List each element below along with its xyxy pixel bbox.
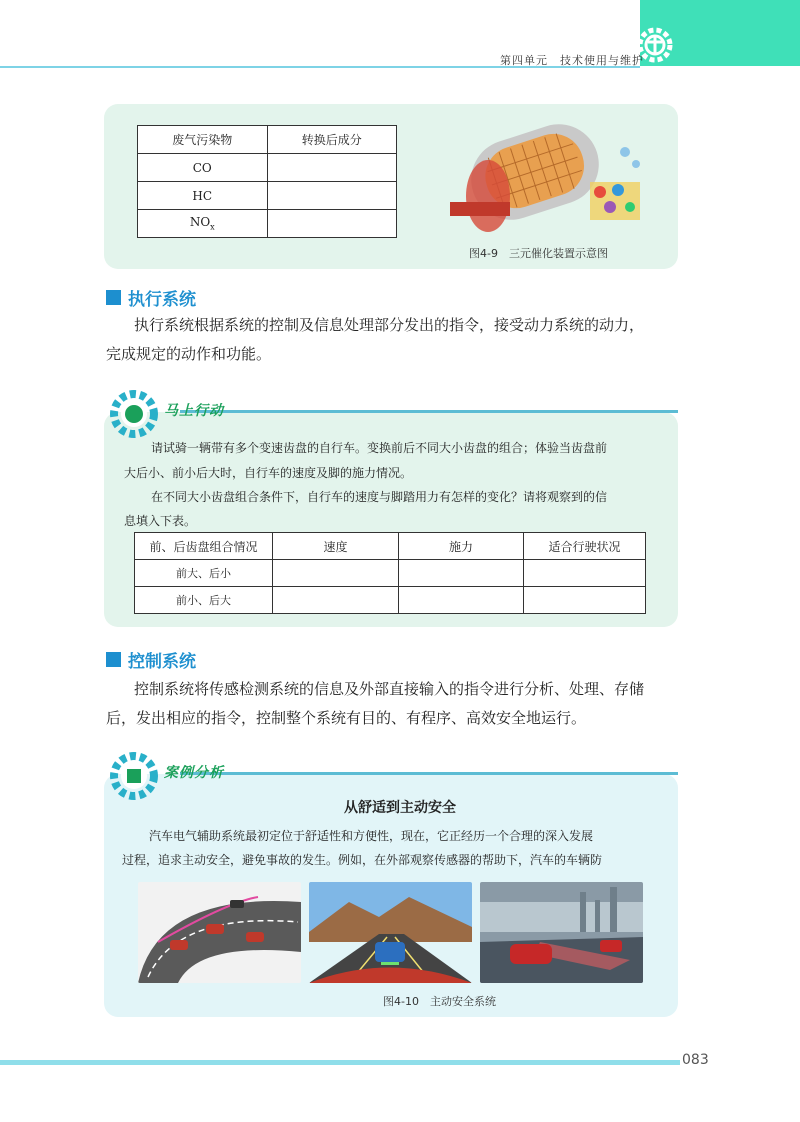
paragraph-line: 执行系统根据系统的控制及信息处理部分发出的指令，接受动力系统的动力， [134,316,645,334]
case-title: 从舒适到主动安全 [344,800,456,816]
table-cell [524,560,646,587]
table-header: 前、后齿盘组合情况 [135,533,273,560]
gear-logo-icon [632,22,678,68]
paragraph-line: 后，发出相应的指令，控制整个系统有目的、有程序、高效安全地运行。 [106,709,587,727]
table-cell [273,560,399,587]
exhaust-table [137,125,397,238]
table-cell: CO [138,154,268,182]
table-header: 转换后成分 [267,126,397,154]
collision-avoidance-image [480,882,643,983]
tag-rule [180,410,678,413]
table-cell [267,210,397,238]
paragraph-line: 完成规定的动作和功能。 [106,345,272,363]
table-cell [267,182,397,210]
action-text-line: 大后小、前小后大时，自行车的速度及脚的施力情况。 [124,466,413,480]
section-marker [106,290,121,305]
section-marker [106,652,121,667]
figure-4-9-caption: 图4-9 三元催化装置示意图 [469,247,608,260]
table-cell: HC [138,182,268,210]
table-header: 施力 [399,533,524,560]
table-cell: 前大、后小 [135,560,273,587]
case-text-line: 过程，追求主动安全，避免事故的发生。例如，在外部观察传感器的帮助下，汽车的车辆防 [122,853,603,867]
section-title-control: 控制系统 [128,652,196,672]
action-tag-label: 马上行动 [164,403,224,419]
action-text-line: 请试骑一辆带有多个变速齿盘的自行车。变换前后不同大小齿盘的组合；体验当齿盘前 [151,441,608,455]
table-cell [273,587,399,614]
gear-combination-table [134,532,646,614]
table-header: 适合行驶状况 [524,533,646,560]
footer-rule [0,1060,680,1065]
table-cell [524,587,646,614]
action-text-line: 在不同大小齿盘组合条件下，自行车的速度与脚踏用力有怎样的变化？请将观察到的信 [151,490,608,504]
case-tag-label: 案例分析 [164,765,224,781]
table-row [138,154,397,182]
table-cell [399,560,524,587]
section-title-execution: 执行系统 [128,290,196,310]
table-row [138,182,397,210]
highway-camera-image [309,882,472,983]
table-cell: $NO_x$ [138,210,268,238]
tag-rule [180,772,678,775]
table-cell [267,154,397,182]
case-text-line: 汽车电气辅助系统最初定位于舒适性和方便性，现在，它正经历一个合理的深入发展 [149,829,594,843]
table-row [135,587,646,614]
figure-4-10-caption: 图4-10 主动安全系统 [383,995,496,1008]
lane-keeping-image [138,882,301,983]
table-header: 废气污染物 [138,126,268,154]
action-text-line: 息填入下表。 [124,514,197,528]
table-row [138,210,397,238]
gear-tag-icon [106,748,162,804]
table-cell: 前小、后大 [135,587,273,614]
table-header: 速度 [273,533,399,560]
catalytic-converter-illustration [440,112,650,242]
page-number: 083 [682,1052,709,1068]
paragraph-line: 控制系统将传感检测系统的信息及外部直接输入的指令进行分析、处理、存储 [134,680,645,698]
table-row [135,560,646,587]
gear-tag-icon [106,386,162,442]
unit-title: 第四单元 技术使用与维护 [500,54,644,67]
table-cell [399,587,524,614]
